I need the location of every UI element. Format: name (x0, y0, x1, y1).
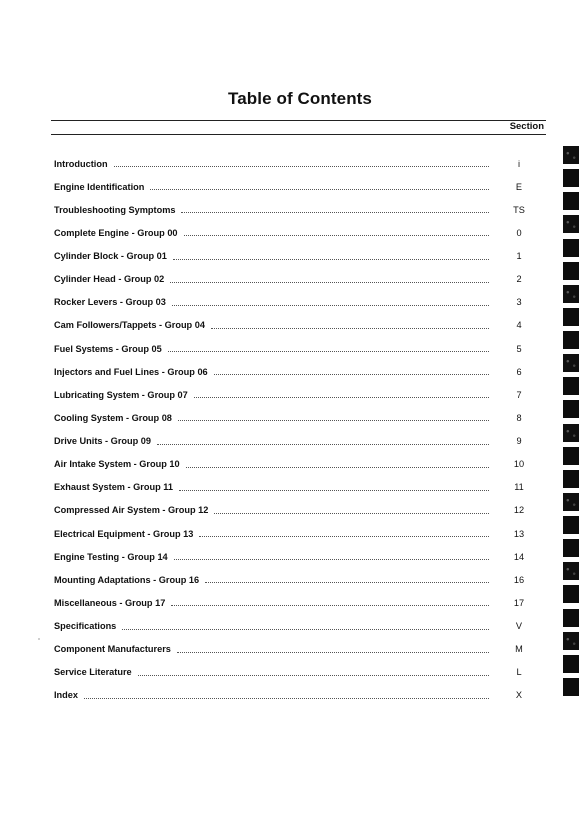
toc-entry-section: 9 (516, 436, 522, 447)
toc-entry-title: Fuel Systems - Group 05 (54, 343, 162, 354)
thumb-tab[interactable] (563, 539, 579, 557)
toc-entry-title: Lubricating System - Group 07 (54, 389, 188, 400)
thumb-tab[interactable] (563, 562, 579, 580)
dot-leader (214, 513, 489, 514)
toc-entry[interactable] (54, 152, 544, 175)
toc-entry-title: Electrical Equipment - Group 13 (54, 528, 194, 539)
toc-entry-title: Specifications (54, 621, 117, 632)
dot-leader (157, 444, 489, 445)
toc-entry[interactable] (54, 591, 544, 614)
toc-entry-title: Compressed Air System - Group 12 (54, 505, 209, 516)
dot-leader (122, 629, 489, 630)
thumb-tab[interactable] (563, 493, 579, 511)
toc-entry[interactable] (54, 175, 544, 198)
thumb-index-tabs (563, 146, 579, 701)
toc-entry[interactable] (54, 615, 544, 638)
dot-leader (84, 698, 489, 699)
dot-leader (171, 605, 489, 606)
thumb-tab[interactable] (563, 585, 579, 603)
thumb-tab[interactable] (563, 516, 579, 534)
toc-entry[interactable] (54, 268, 544, 291)
toc-entry-section: TS (513, 204, 525, 215)
dot-leader (174, 559, 489, 560)
thumb-tab[interactable] (563, 308, 579, 326)
thumb-tab[interactable] (563, 632, 579, 650)
toc-entry-section: M (515, 644, 523, 655)
header-rule-bottom (51, 134, 546, 135)
toc-entry-title: Exhaust System - Group 11 (54, 482, 173, 493)
toc-entry-section: 16 (513, 574, 525, 585)
toc-entry-section: 3 (516, 297, 522, 308)
thumb-tab[interactable] (563, 655, 579, 673)
toc-entry-title: Engine Testing - Group 14 (54, 551, 168, 562)
toc-entry-title: Cylinder Block - Group 01 (54, 251, 167, 262)
toc-entry[interactable] (54, 568, 544, 591)
toc-entry-title: Injectors and Fuel Lines - Group 06 (54, 366, 208, 377)
dot-leader (173, 259, 489, 260)
toc-entry-section: 11 (514, 482, 524, 493)
toc-entry-section: V (515, 621, 523, 632)
dot-leader (205, 582, 489, 583)
toc-entry-title: Troubleshooting Symptoms (54, 204, 176, 215)
dot-leader (186, 467, 489, 468)
thumb-tab[interactable] (563, 169, 579, 187)
dot-leader (178, 420, 489, 421)
page-title: Table of Contents (228, 89, 372, 108)
header-rule-top (51, 120, 546, 121)
toc-entry[interactable] (54, 661, 544, 684)
toc-entry-section: 4 (516, 320, 522, 331)
thumb-tab[interactable] (563, 377, 579, 395)
section-column-header: Section (509, 121, 544, 132)
thumb-tab[interactable] (563, 447, 579, 465)
toc-entry-title: Rocker Levers - Group 03 (54, 297, 166, 308)
toc-entry[interactable] (54, 545, 544, 568)
toc-entry-section: 8 (516, 412, 522, 423)
toc-entry-title: Air Intake System - Group 10 (54, 459, 180, 470)
toc-entry-title: Service Literature (54, 667, 132, 678)
toc-entry-section: 2 (516, 274, 522, 285)
dot-leader (214, 374, 489, 375)
toc-entry-section: 14 (513, 551, 525, 562)
toc-entry-title: Introduction (54, 158, 108, 169)
toc-entry[interactable] (54, 337, 544, 360)
toc-entry-section: L (516, 667, 522, 678)
thumb-tab[interactable] (563, 609, 579, 627)
dot-leader (138, 675, 489, 676)
dot-leader (211, 328, 489, 329)
thumb-tab[interactable] (563, 285, 579, 303)
dot-leader (170, 282, 489, 283)
toc-entry[interactable] (54, 221, 544, 244)
dot-leader (168, 351, 489, 352)
dot-leader (172, 305, 489, 306)
thumb-tab[interactable] (563, 192, 579, 210)
toc-entry[interactable] (54, 684, 544, 707)
toc-entry[interactable] (54, 198, 544, 221)
dot-leader (181, 212, 489, 213)
thumb-tab[interactable] (563, 239, 579, 257)
dot-leader (194, 397, 489, 398)
toc-list (54, 152, 544, 707)
toc-entry-section: X (515, 690, 523, 701)
toc-entry-title: Drive Units - Group 09 (54, 436, 151, 447)
toc-entry[interactable] (54, 476, 544, 499)
toc-entry-title: Cam Followers/Tappets - Group 04 (54, 320, 205, 331)
toc-entry-title: Index (54, 690, 78, 701)
toc-entry[interactable] (54, 453, 544, 476)
toc-entry-section: 17 (513, 597, 525, 608)
toc-entry-title: Complete Engine - Group 00 (54, 227, 178, 238)
toc-entry-section: 10 (513, 459, 525, 470)
toc-entry-section: 7 (516, 389, 522, 400)
toc-entry-section: 12 (513, 505, 525, 516)
dot-leader (199, 536, 489, 537)
dot-leader (114, 166, 489, 167)
thumb-tab[interactable] (563, 470, 579, 488)
toc-entry-section: 0 (516, 227, 522, 238)
thumb-tab[interactable] (563, 354, 579, 372)
toc-entry-title: Cooling System - Group 08 (54, 412, 172, 423)
toc-entry[interactable] (54, 314, 544, 337)
toc-entry[interactable] (54, 360, 544, 383)
thumb-tab[interactable] (563, 146, 579, 164)
toc-entry[interactable] (54, 638, 544, 661)
thumb-tab[interactable] (563, 215, 579, 233)
scan-speck (38, 638, 40, 640)
toc-entry-section: E (515, 181, 523, 192)
toc-entry[interactable] (54, 406, 544, 429)
toc-entry-section: 5 (516, 343, 522, 354)
thumb-tab[interactable] (563, 262, 579, 280)
toc-entry[interactable] (54, 291, 544, 314)
toc-entry-title: Miscellaneous - Group 17 (54, 597, 166, 608)
toc-entry[interactable] (54, 499, 544, 522)
thumb-tab[interactable] (563, 678, 579, 696)
dot-leader (179, 490, 489, 491)
toc-entry-title: Mounting Adaptations - Group 16 (54, 574, 200, 585)
thumb-tab[interactable] (563, 424, 579, 442)
toc-entry-section: 6 (516, 366, 522, 377)
thumb-tab[interactable] (563, 400, 579, 418)
toc-entry[interactable] (54, 430, 544, 453)
toc-entry-section: 1 (516, 251, 522, 262)
dot-leader (177, 652, 489, 653)
toc-entry-section: 13 (513, 528, 525, 539)
toc-entry[interactable] (54, 245, 544, 268)
dot-leader (184, 235, 489, 236)
toc-entry-title: Cylinder Head - Group 02 (54, 274, 165, 285)
thumb-tab[interactable] (563, 331, 579, 349)
toc-entry[interactable] (54, 383, 544, 406)
toc-entry[interactable] (54, 522, 544, 545)
dot-leader (150, 189, 489, 190)
toc-entry-title: Engine Identification (54, 181, 145, 192)
toc-entry-section: i (517, 158, 521, 169)
toc-entry-title: Component Manufacturers (54, 644, 171, 655)
